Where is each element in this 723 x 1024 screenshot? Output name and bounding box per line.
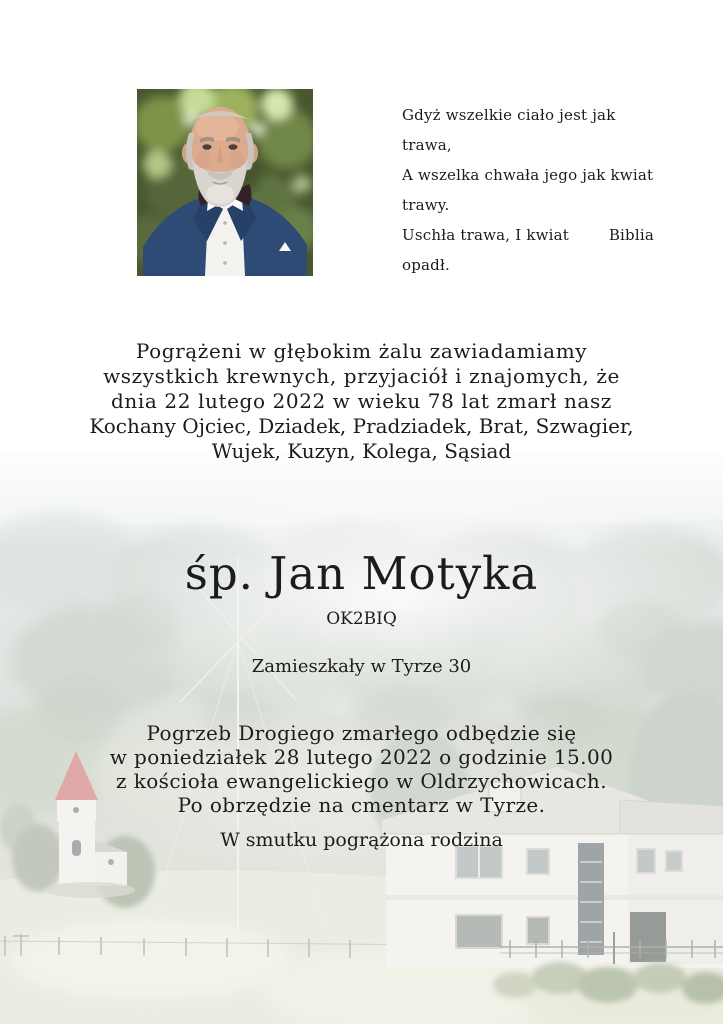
funeral-details bbox=[0, 721, 723, 817]
quote-line: A wszelka chwała jego jak kwiat trawy. bbox=[402, 166, 654, 214]
deceased-block bbox=[0, 546, 723, 677]
quote-line bbox=[402, 220, 654, 280]
quote-attribution: Biblia bbox=[608, 226, 654, 244]
quote-text: Uschła trawa, I kwiat opadł. bbox=[402, 226, 570, 274]
death-announcement bbox=[0, 339, 723, 464]
funeral-line: Pogrzeb Drogiego zmarłego odbędzie się bbox=[146, 721, 577, 745]
announcement-line: Pogrążeni w głębokim żalu zawiadamiamy bbox=[135, 339, 588, 363]
bible-quote bbox=[402, 100, 654, 280]
funeral-line: w poniedziałek 28 lutego 2022 o godzinie 15.00 bbox=[109, 745, 614, 769]
quote-line: Gdyż wszelkie ciało jest jak trawa, bbox=[402, 106, 616, 154]
deceased-callsign: OK2BIQ bbox=[326, 609, 397, 629]
portrait-photo bbox=[137, 89, 313, 276]
announcement-line: Wujek, Kuzyn, Kolega, Sąsiad bbox=[211, 439, 512, 463]
funeral-line: z kościoła ewangelickiego w Oldrzychowicach. bbox=[116, 769, 607, 793]
announcement-line: Kochany Ojciec, Dziadek, Pradziadek, Brat, Szwagier, bbox=[89, 414, 634, 438]
announcement-line: wszystkich krewnych, przyjaciół i znajomych, że bbox=[103, 364, 620, 388]
deceased-name: śp. Jan Motyka bbox=[184, 547, 539, 600]
portrait-illustration bbox=[137, 89, 313, 276]
deceased-residence: Zamieszkały w Tyrze 30 bbox=[251, 656, 472, 677]
closing-from-family: W smutku pogrążona rodzina bbox=[220, 829, 503, 851]
announcement-line: dnia 22 lutego 2022 w wieku 78 lat zmarł nasz bbox=[111, 389, 612, 413]
funeral-line: Po obrzędzie na cmentarz w Tyrze. bbox=[177, 793, 546, 817]
